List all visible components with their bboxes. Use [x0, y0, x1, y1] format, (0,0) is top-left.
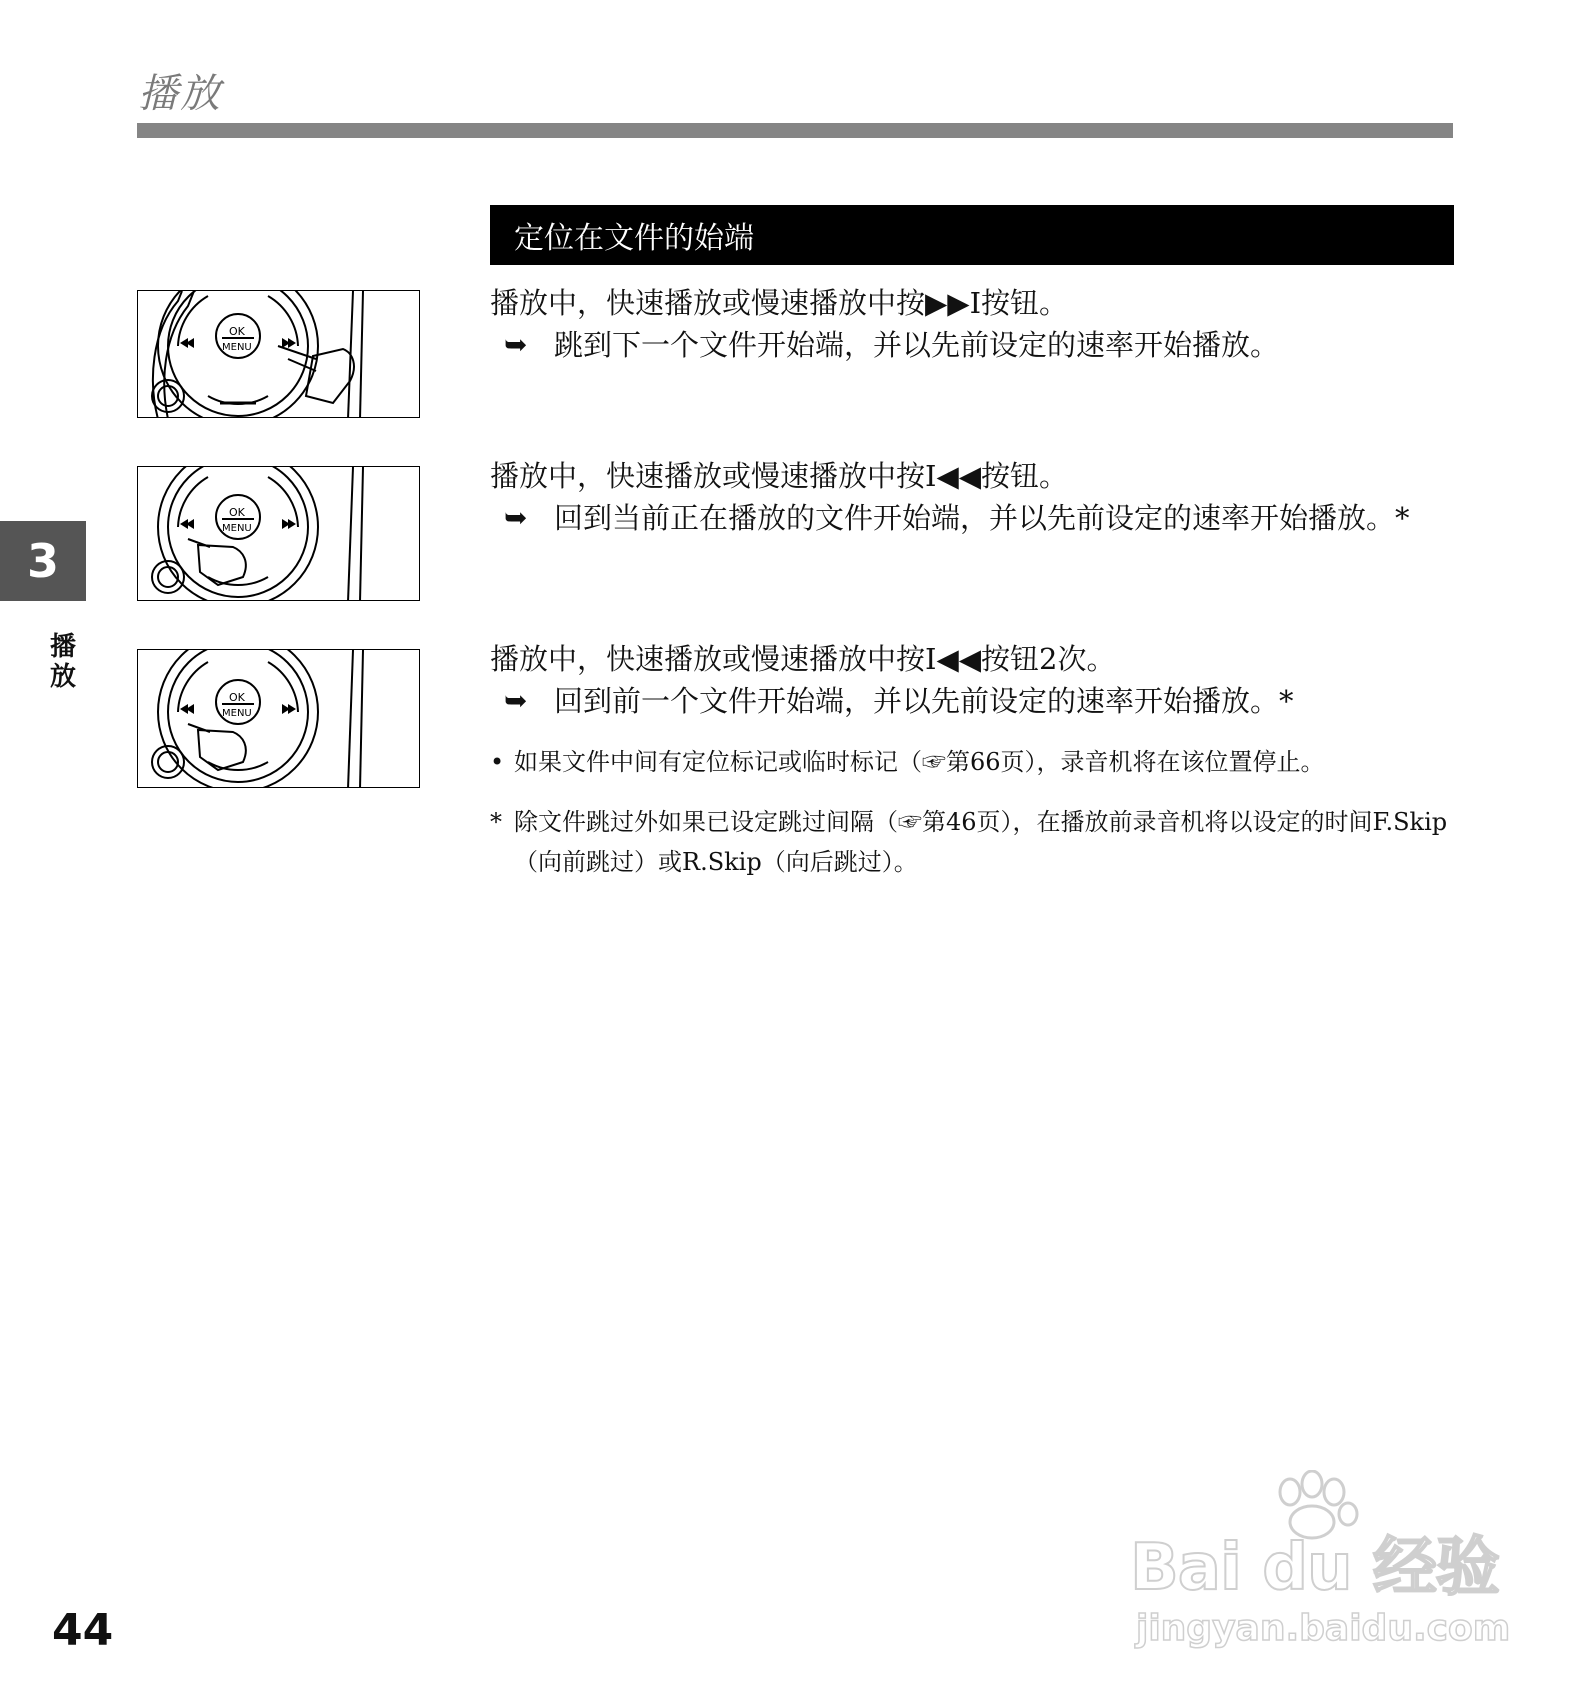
ok-label: OK: [229, 506, 245, 519]
previous-track-icon: [180, 338, 194, 348]
step-2: [490, 455, 1458, 539]
arrow-result-icon: ➥: [504, 328, 528, 361]
step-instruction: 播放中，快速播放或慢速播放中按I◀◀按钮。: [490, 459, 1069, 493]
next-track-icon: [282, 519, 296, 529]
step-result-text: 回到当前正在播放的文件开始端，并以先前设定的速率开始播放。*: [554, 501, 1410, 535]
next-track-icon: [282, 338, 296, 348]
ok-label: OK: [229, 325, 245, 338]
menu-label: MENU: [222, 342, 252, 353]
chapter-label-line2: 放: [49, 662, 76, 692]
header-rule: [137, 123, 1453, 138]
chapter-label-line1: 播: [49, 632, 76, 662]
step-1: [490, 282, 1458, 366]
arrow-result-icon: ➥: [504, 684, 528, 717]
baidu-watermark: [1130, 1470, 1511, 1670]
header-title: 播放: [138, 71, 222, 117]
step-result-text: 跳到下一个文件开始端，并以先前设定的速率开始播放。: [554, 328, 1280, 362]
device-illustration-previous: [137, 466, 420, 601]
page-number: 44: [52, 1605, 114, 1656]
watermark-main: Bai du 经验: [1130, 1531, 1499, 1605]
chapter-number: 3: [26, 534, 59, 588]
note-mark: •: [490, 748, 505, 776]
note-text: 如果文件中间有定位标记或临时标记（☞第66页），录音机将在该位置停止。: [514, 748, 1325, 776]
section-heading-text: 定位在文件的始端: [514, 221, 754, 256]
step-instruction: 播放中，快速播放或慢速播放中按I◀◀按钮2次。: [490, 642, 1116, 676]
step-result: [490, 324, 1458, 366]
previous-track-icon: [180, 519, 194, 529]
step-instruction: 播放中，快速播放或慢速播放中按▶▶I按钮。: [490, 286, 1069, 320]
device-illustration-next: [137, 290, 420, 418]
note-asterisk: [490, 802, 1458, 882]
menu-label: MENU: [222, 708, 252, 719]
chapter-label: [48, 632, 78, 692]
chapter-tab: [0, 521, 86, 601]
ok-label: OK: [229, 691, 245, 704]
next-track-icon: [282, 704, 296, 714]
step-result: [490, 680, 1458, 722]
note-mark: *: [490, 808, 502, 836]
arrow-result-icon: ➥: [504, 501, 528, 534]
note-text: 除文件跳过外如果已设定跳过间隔（☞第46页），在播放前录音机将以设定的时间F.Skip（向前跳过）或R.Skip（向后跳过）。: [514, 808, 1448, 876]
step-3: [490, 638, 1458, 722]
note-bullet: [490, 742, 1458, 782]
device-illustration-previous-twice: [137, 649, 420, 788]
step-result-text: 回到前一个文件开始端，并以先前设定的速率开始播放。*: [554, 684, 1294, 718]
step-result: [490, 497, 1458, 539]
watermark-sub: jingyan.baidu.com: [1136, 1608, 1511, 1649]
previous-track-icon: [180, 704, 194, 714]
section-heading: [490, 205, 1454, 265]
menu-label: MENU: [222, 523, 252, 534]
